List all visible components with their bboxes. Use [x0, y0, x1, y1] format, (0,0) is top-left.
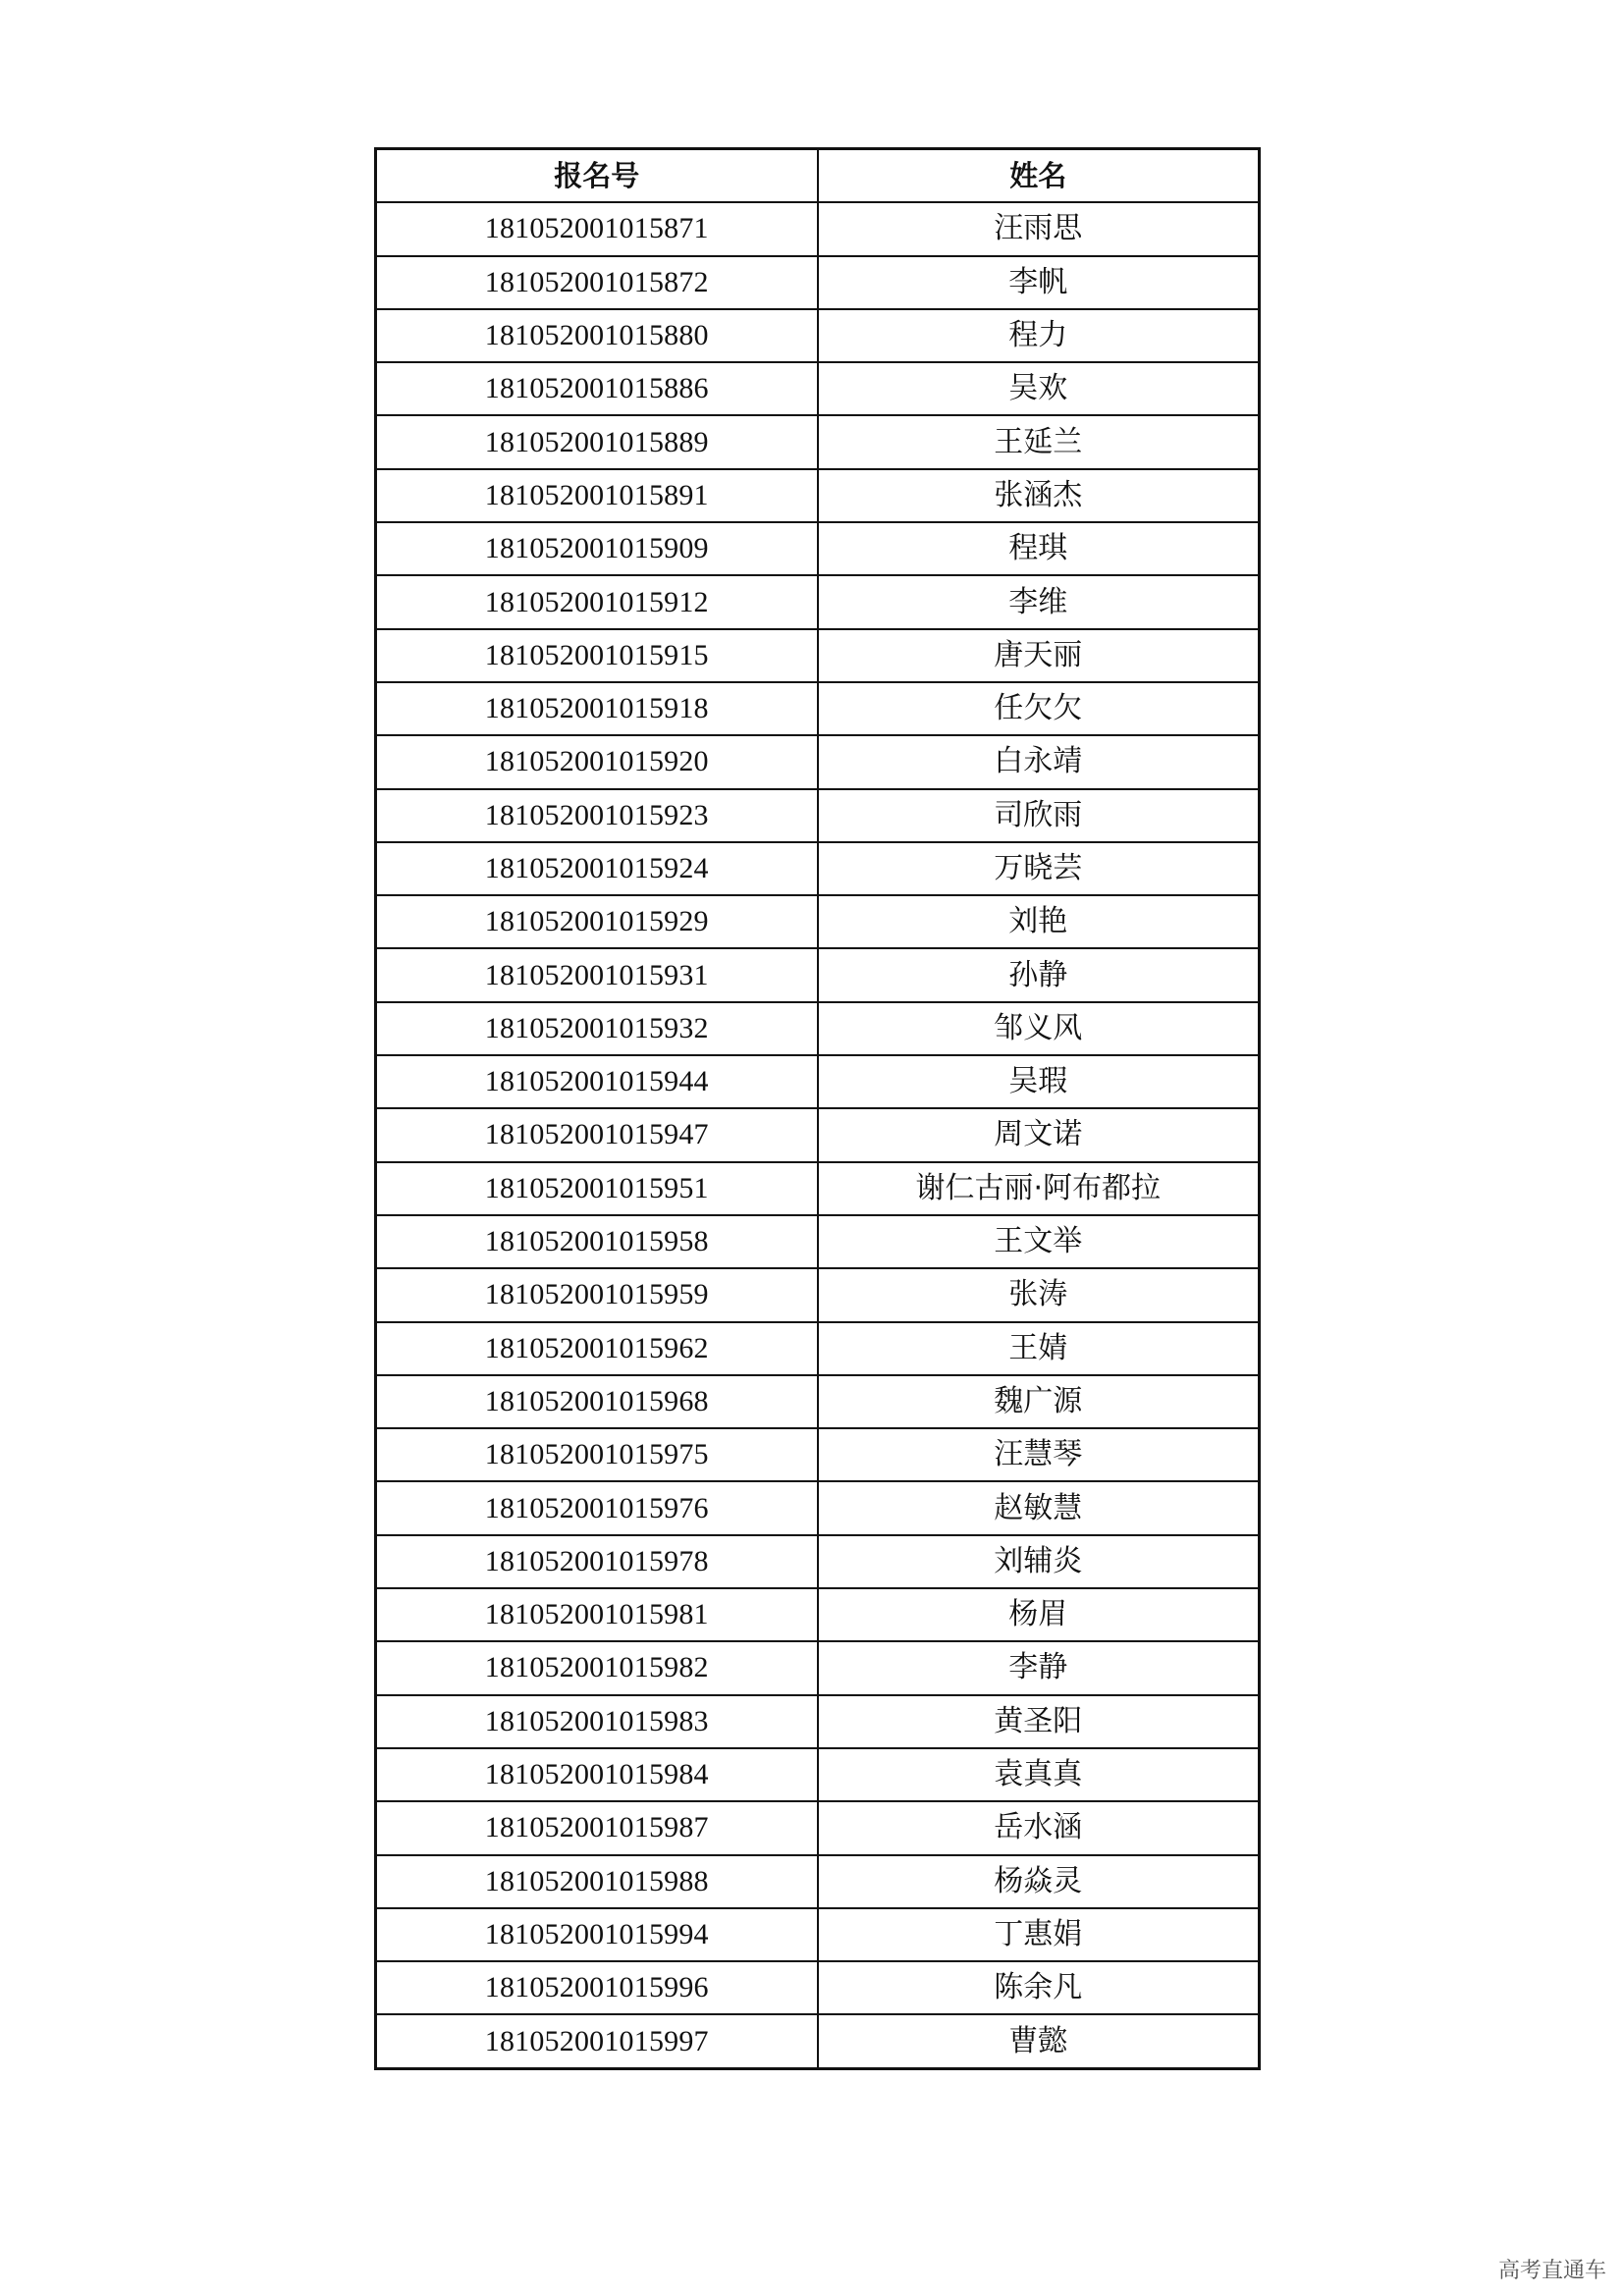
table-row: [376, 256, 1260, 309]
table-row: [376, 1162, 1260, 1215]
registration-number-cell: 181052001015871: [376, 202, 818, 255]
registration-number-cell: 181052001015959: [376, 1268, 818, 1321]
name-cell: 白永靖: [818, 735, 1260, 788]
registration-number-cell: 181052001015962: [376, 1322, 818, 1375]
table-row: [376, 575, 1260, 628]
table-row: [376, 202, 1260, 255]
table-row: [376, 1055, 1260, 1108]
table-row: [376, 362, 1260, 415]
registration-number-cell: 181052001015920: [376, 735, 818, 788]
roster-table: [374, 147, 1261, 2070]
table-row: [376, 415, 1260, 468]
table-row: [376, 1002, 1260, 1055]
header-name: 姓名: [818, 149, 1260, 203]
registration-number-cell: 181052001015909: [376, 522, 818, 575]
name-cell: 李帆: [818, 256, 1260, 309]
name-cell: 刘辅炎: [818, 1535, 1260, 1588]
registration-number-cell: 181052001015987: [376, 1801, 818, 1854]
table-row: [376, 522, 1260, 575]
table-row: [376, 1801, 1260, 1854]
name-cell: 吴瑕: [818, 1055, 1260, 1108]
table-row: [376, 2014, 1260, 2068]
registration-number-cell: 181052001015975: [376, 1428, 818, 1481]
table-row: [376, 1375, 1260, 1428]
header-registration-number: 报名号: [376, 149, 818, 203]
watermark-text: 高考直通车: [1497, 2259, 1606, 2283]
registration-number-cell: 181052001015924: [376, 842, 818, 895]
registration-number-cell: 181052001015889: [376, 415, 818, 468]
table-row: [376, 309, 1260, 362]
name-cell: 刘艳: [818, 895, 1260, 948]
name-cell: 李静: [818, 1641, 1260, 1694]
registration-number-cell: 181052001015931: [376, 948, 818, 1001]
registration-number-cell: 181052001015981: [376, 1588, 818, 1641]
registration-number-cell: 181052001015996: [376, 1961, 818, 2014]
registration-number-cell: 181052001015891: [376, 469, 818, 522]
name-cell: 张涵杰: [818, 469, 1260, 522]
name-cell: 魏广源: [818, 1375, 1260, 1428]
name-cell: 袁真真: [818, 1748, 1260, 1801]
table-row: [376, 842, 1260, 895]
registration-number-cell: 181052001015915: [376, 629, 818, 682]
table-row: [376, 1748, 1260, 1801]
name-cell: 邹义风: [818, 1002, 1260, 1055]
name-cell: 丁惠娟: [818, 1908, 1260, 1961]
name-cell: 司欣雨: [818, 789, 1260, 842]
registration-number-cell: 181052001015923: [376, 789, 818, 842]
table-row: [376, 735, 1260, 788]
name-cell: 王文举: [818, 1215, 1260, 1268]
table-row: [376, 948, 1260, 1001]
name-cell: 任欠欠: [818, 682, 1260, 735]
registration-number-cell: 181052001015880: [376, 309, 818, 362]
name-cell: 汪雨思: [818, 202, 1260, 255]
registration-number-cell: 181052001015929: [376, 895, 818, 948]
name-cell: 孙静: [818, 948, 1260, 1001]
name-cell: 程琪: [818, 522, 1260, 575]
name-cell: 杨焱灵: [818, 1855, 1260, 1908]
table-row: [376, 1695, 1260, 1748]
name-cell: 王婧: [818, 1322, 1260, 1375]
name-cell: 汪慧琴: [818, 1428, 1260, 1481]
registration-number-cell: 181052001015968: [376, 1375, 818, 1428]
registration-number-cell: 181052001015982: [376, 1641, 818, 1694]
name-cell: 曹懿: [818, 2014, 1260, 2068]
table-body: [376, 202, 1260, 2068]
registration-number-cell: 181052001015872: [376, 256, 818, 309]
table-row: [376, 1108, 1260, 1161]
name-cell: 唐天丽: [818, 629, 1260, 682]
registration-number-cell: 181052001015984: [376, 1748, 818, 1801]
table-row: [376, 1855, 1260, 1908]
table-row: [376, 1961, 1260, 2014]
name-cell: 万晓芸: [818, 842, 1260, 895]
name-cell: 陈余凡: [818, 1961, 1260, 2014]
registration-number-cell: 181052001015932: [376, 1002, 818, 1055]
name-cell: 谢仁古丽·阿布都拉: [818, 1162, 1260, 1215]
name-cell: 周文诺: [818, 1108, 1260, 1161]
name-cell: 王延兰: [818, 415, 1260, 468]
registration-number-cell: 181052001015994: [376, 1908, 818, 1961]
name-cell: 张涛: [818, 1268, 1260, 1321]
registration-number-cell: 181052001015976: [376, 1481, 818, 1534]
table-row: [376, 1908, 1260, 1961]
name-cell: 程力: [818, 309, 1260, 362]
registration-number-cell: 181052001015997: [376, 2014, 818, 2068]
registration-number-cell: 181052001015947: [376, 1108, 818, 1161]
table-row: [376, 469, 1260, 522]
registration-number-cell: 181052001015951: [376, 1162, 818, 1215]
name-cell: 黄圣阳: [818, 1695, 1260, 1748]
registration-number-cell: 181052001015958: [376, 1215, 818, 1268]
registration-number-cell: 181052001015983: [376, 1695, 818, 1748]
name-cell: 岳水涵: [818, 1801, 1260, 1854]
registration-number-cell: 181052001015912: [376, 575, 818, 628]
table-row: [376, 1535, 1260, 1588]
table-row: [376, 1215, 1260, 1268]
registration-number-cell: 181052001015886: [376, 362, 818, 415]
table-row: [376, 1588, 1260, 1641]
table-row: [376, 1481, 1260, 1534]
table-row: [376, 682, 1260, 735]
registration-number-cell: 181052001015988: [376, 1855, 818, 1908]
header-row: [376, 149, 1260, 203]
table-row: [376, 1268, 1260, 1321]
table-row: [376, 1322, 1260, 1375]
registration-number-cell: 181052001015944: [376, 1055, 818, 1108]
table-row: [376, 789, 1260, 842]
registration-number-cell: 181052001015918: [376, 682, 818, 735]
name-cell: 赵敏慧: [818, 1481, 1260, 1534]
table-row: [376, 895, 1260, 948]
table-row: [376, 629, 1260, 682]
table-row: [376, 1641, 1260, 1694]
name-cell: 杨眉: [818, 1588, 1260, 1641]
table-row: [376, 1428, 1260, 1481]
registration-number-cell: 181052001015978: [376, 1535, 818, 1588]
name-cell: 李维: [818, 575, 1260, 628]
name-cell: 吴欢: [818, 362, 1260, 415]
